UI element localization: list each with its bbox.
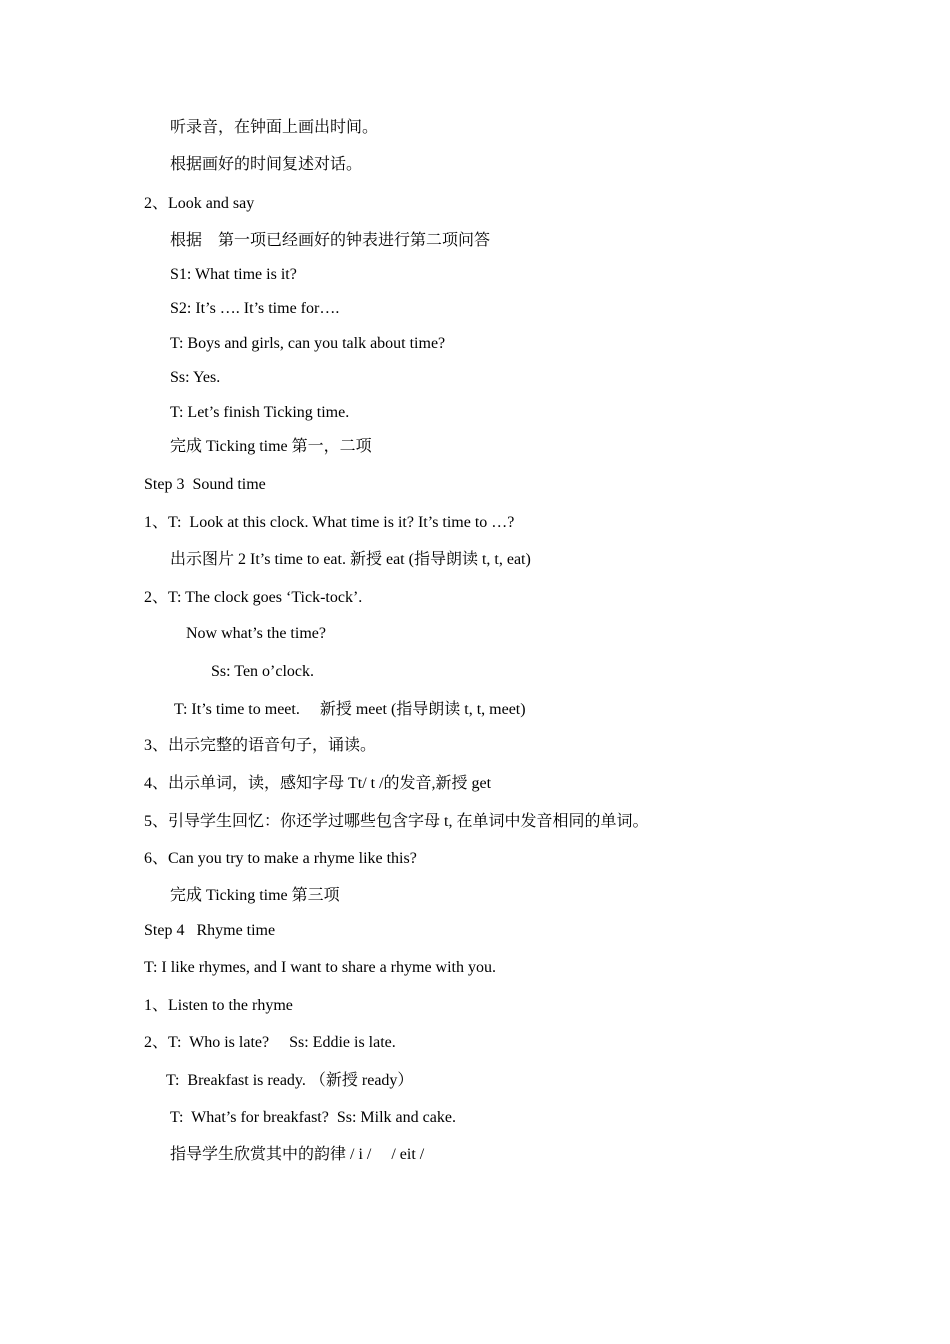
dialogue-line: Ss: Ten o’clock.	[211, 663, 315, 680]
list-item-heading: 2、Look and say	[144, 195, 255, 212]
dialogue-line: Ss: Yes.	[170, 369, 221, 386]
text-line: 指导学生欣赏其中的韵律 / i / / eit /	[170, 1146, 425, 1163]
dialogue-line: T: It’s time to meet. 新授 meet (指导朗读 t, t, meet)	[174, 701, 526, 718]
dialogue-line: T: I like rhymes, and I want to share a rhyme with you.	[144, 959, 496, 976]
list-item-heading: 4、出示单词，读，感知字母 Tt/ t /的发音,新授 get	[144, 775, 492, 792]
text-line: 完成 Ticking time 第一，二项	[170, 438, 372, 455]
list-item-heading: 2、T: The clock goes ‘Tick-tock’.	[144, 589, 363, 606]
dialogue-line: S1: What time is it?	[170, 266, 297, 283]
text-line: 出示图片 2 It’s time to eat. 新授 eat (指导朗读 t, t, eat)	[170, 551, 531, 568]
list-item-heading: 5、引导学生回忆：你还学过哪些包含字母 t, 在单词中发音相同的单词。	[144, 813, 649, 830]
text-line: 完成 Ticking time 第三项	[170, 887, 340, 904]
list-item-heading: 6、Can you try to make a rhyme like this?	[144, 850, 417, 867]
dialogue-line: T: What’s for breakfast? Ss: Milk and cake.	[170, 1109, 456, 1126]
step-heading: Step 4 Rhyme time	[144, 922, 276, 939]
dialogue-line: S2: It’s …. It’s time for….	[170, 300, 340, 317]
dialogue-line: T: Let’s finish Ticking time.	[170, 404, 350, 421]
list-item-heading: 3、出示完整的语音句子，诵读。	[144, 737, 377, 754]
dialogue-line: T: Breakfast is ready. （新授 ready）	[166, 1072, 414, 1089]
text-line: 听录音，在钟面上画出时间。	[170, 119, 379, 136]
dialogue-line: Now what’s the time?	[186, 625, 326, 642]
list-item-heading: 2、T: Who is late? Ss: Eddie is late.	[144, 1034, 396, 1051]
step-heading: Step 3 Sound time	[144, 476, 266, 493]
list-item-heading: 1、T: Look at this clock. What time is it? It’s time to …?	[144, 514, 515, 531]
dialogue-line: T: Boys and girls, can you talk about time?	[170, 335, 446, 352]
text-line: 根据画好的时间复述对话。	[170, 156, 363, 173]
text-line: 根据 第一项已经画好的钟表进行第二项问答	[170, 232, 491, 249]
list-item-heading: 1、Listen to the rhyme	[144, 997, 293, 1014]
